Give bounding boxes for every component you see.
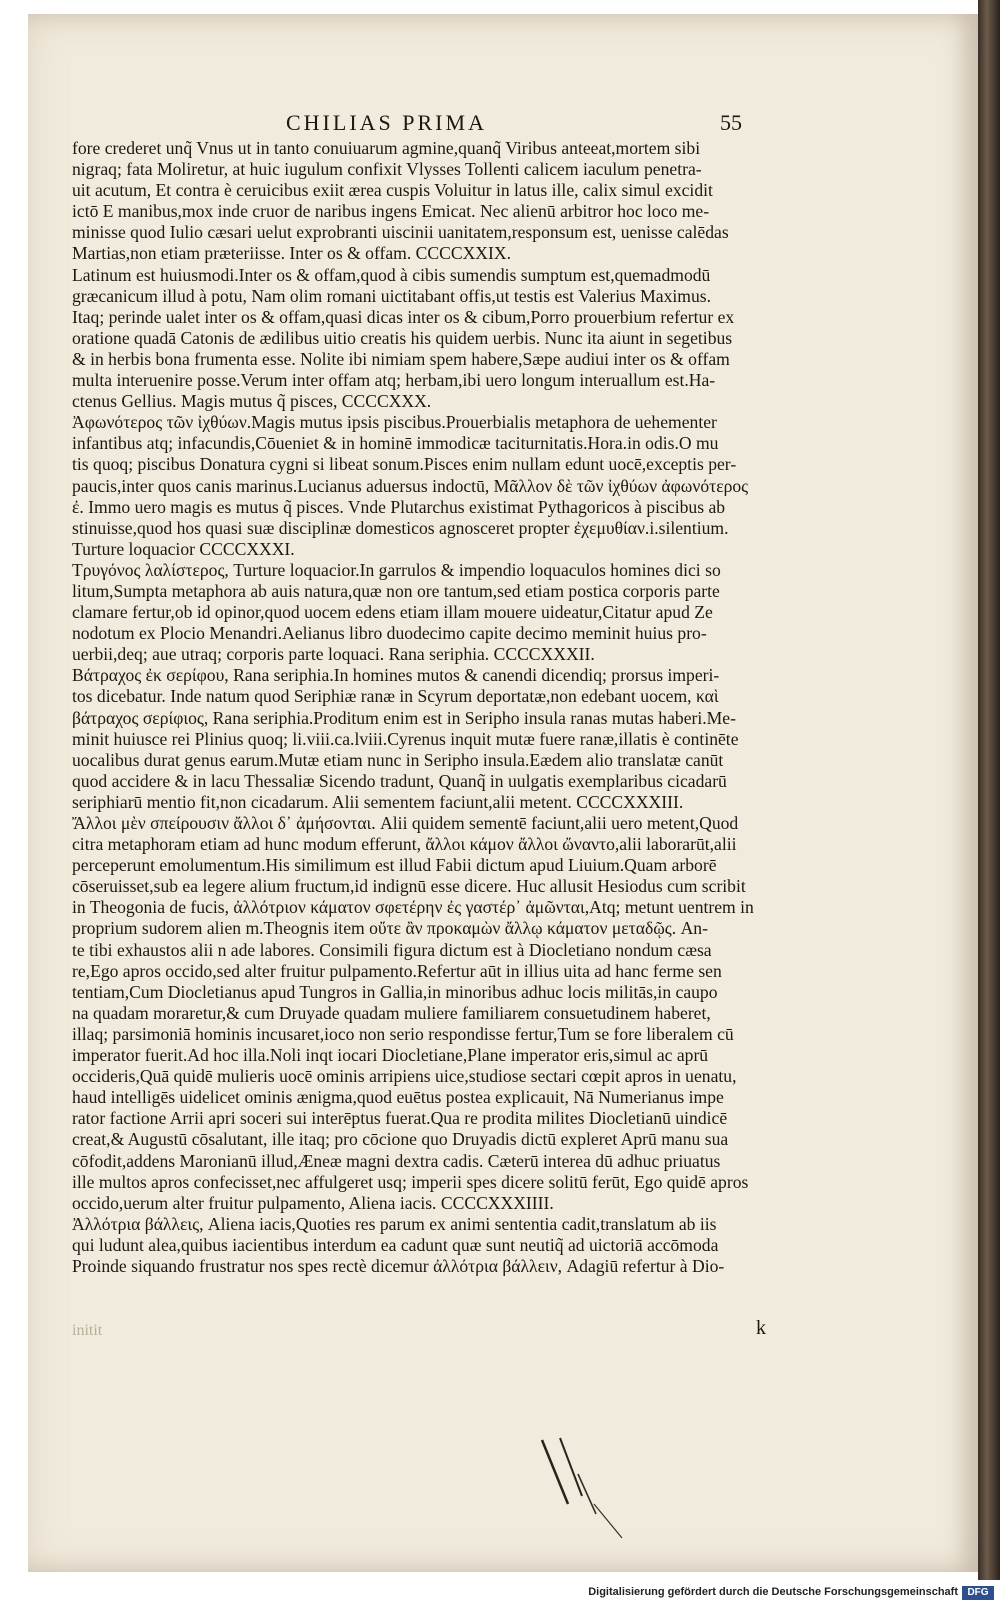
text-line: Latinum est huiusmodi.Inter os & offam,quod à cibis sumendis sumptum est,quemadmodū (72, 264, 711, 285)
text-line: uit acutum, Et contra è ceruicibus exiit ærea cuspis Voluitur in latus ille, calix simul excidit (72, 180, 713, 201)
text-line: βάτραχος σερίφιος, Rana seriphia.Proditum enim est in Seripho insula ranas mutas haberi.Me- (72, 707, 736, 728)
text-line: Ἀλλότρια βάλλεις, Aliena iacis,Quoties res parum ex animi sententia cadit,translatum ab iis (72, 1213, 717, 1234)
text-line: minit huiusce rei Plinius quoq; li.viii.ca.lviii.Cyrenus inquit mutæ fuere ranæ,illatis è continēte (72, 728, 739, 749)
text-line: in Theogonia de fucis, ἀλλότριον κάματον σφετέρην ἐς γαστέρ᾽ ἀμῶνται,Atq; metunt uentrem in (72, 897, 754, 918)
text-line: nodotum ex Plocio Menandri.Aelianus libro duodecimo capite decimo meminit huius pro- (72, 623, 707, 644)
text-line: cōfodit,addens Maronianū illud,Æneæ magni dextra cadis. Cæterū interea dū adhuc priuatus (72, 1150, 721, 1171)
text-line: paucis,inter quos canis marinus.Lucianus aduersus indoctū, Μᾶλλον δὲ τῶν ἰχθύων ἀφωνότερος (72, 475, 749, 496)
text-line: citra metaphoram etiam ad hunc modum efferunt, ἄλλοι κάμον ἄλλοι ὤναντο,alii laborarūt,alii (72, 834, 737, 855)
body-text (72, 138, 812, 1277)
text-line: clamare fertur,ob id opinor,quod uocem edens etiam illam mouere uideatur,Citatur apud Ze (72, 602, 713, 623)
text-line: fore crederet unq̃ Vnus ut in tanto conuiuarum agmine,quanq̃ Viribus anteeat,mortem sibi (72, 138, 701, 158)
text-line: Itaq; perinde ualet inter os & offam,quasi dicas inter os & cibum,Porro prouerbium refertur ex (72, 306, 735, 327)
text-line: tos dicebatur. Inde natum quod Seriphiæ ranæ in Scyrum deportatæ,non edebant uocem, καὶ (72, 686, 719, 707)
text-line: Βάτραχος ἐκ σερίφου, Rana seriphia.In homines mutos & canendi dicendiq; prorsus imperi- (72, 665, 720, 686)
text-line: cōseruisset,sub ea legere alium fructum,id indignū esse dicere. Huc allusit Hesiodus cum scribit (72, 876, 746, 897)
text-line: uerbii,deq; aue utraq; corporis parte loquaci. Rana seriphia. CCCCXXXII. (72, 644, 595, 665)
faint-margin-text: initit (72, 1322, 103, 1339)
text-line: ictō E manibus,mox inde cruor de naribus ingens Emicat. Nec alienū arbitror hoc loco me- (72, 201, 710, 222)
book-spine (978, 0, 1000, 1580)
text-line: occido,uerum alter fruitur pulpamento, Aliena iacis. CCCCXXXIIII. (72, 1192, 554, 1213)
text-line: tentiam,Cum Diocletianus apud Tungros in Gallia,in minoribus adhuc locis militās,in caupo (72, 981, 718, 1002)
text-line: infantibus atq; infacundis,Cōueniet & in hominē immodicæ taciturnitatis.Hora.in odis.O mu (72, 433, 719, 454)
text-line: perceperunt emolumentum.His similimum est illud Fabii dictum apud Liuium.Quam arborē (72, 855, 717, 876)
text-line: na quadam moraretur,& cum Druyade quadam muliere familiarem consuetudinem haberet, (72, 1002, 711, 1023)
page-number: 55 (720, 110, 742, 135)
text-line: Τρυγόνος λαλίστερος, Turture loquacior.In garrulos & impendio loquaculos homines dici so (72, 559, 721, 580)
text-line: rator factione Arrii apri soceri sui interēptus fuerat.Qua re prodita milites Diocletianū uindicē (72, 1108, 728, 1129)
text-line: te tibi exhaustos alii n ade labores. Consimili figura dictum est à Diocletiano nondum cæsa (72, 939, 712, 960)
text-line: ἐ. Immo uero magis es mutus q̃ pisces. Vnde Plutarchus existimat Pythagoricos à piscibus ab (72, 496, 726, 517)
text-line: occideris,Quā quidē mulieris uocē ominis arripiens uice,studiose sectari cœpit apros in uenatu, (72, 1066, 737, 1087)
text-line: Martias,non etiam præteriisse. Inter os & offam. CCCCXXIX. (72, 243, 511, 264)
text-line: Turture loquacior CCCCXXXI. (72, 538, 295, 559)
text-line: tis quoq; piscibus Donatura cygni si libeat sonum.Pisces enim nullam edunt uocē,exceptis per- (72, 454, 737, 475)
text-line: Ἀφωνότερος τῶν ἰχθύων.Magis mutus ipsis piscibus.Prouerbialis metaphora de uehementer (72, 412, 717, 433)
text-line: imperator fuerit.Ad hoc illa.Noli inqt iocari Diocletiane,Plane imperator eris,simul ac aprū (72, 1045, 709, 1066)
text-line: creat,& Augustū cōsalutant, ille itaq; pro cōcione quo Druyadis dictū expleret Aprū manu sua (72, 1129, 729, 1150)
text-line: quod accidere & in lacu Thessaliæ Sicendo tradunt, Quanq̃ in uulgatis exemplaribus cicadarū (72, 770, 727, 791)
funding-credit: Digitalisierung gefördert durch die Deutsche Forschungsgemeinschaft (588, 1586, 958, 1598)
dfg-logo: DFG (962, 1586, 994, 1600)
signature-mark: k (756, 1317, 766, 1339)
text-line: stinuisse,quod hos quasi suæ disciplinæ domesticos agnosceret propter ἐχεμυθίαν.i.silentium. (72, 517, 729, 538)
text-line: nigraq; fata Moliretur, at huic iugulum confixit Vlysses Tollenti calicem iaculum penetra- (72, 159, 702, 180)
text-line: & in herbis bona frumenta esse. Nolite ibi nimiam spem habere,Sæpe audiui inter os & offam (72, 348, 730, 369)
text-line: illaq; parsimoniā hominis incusaret,ioco non serio respondisse fertur,Tum se fore liberalem cū (72, 1023, 734, 1044)
text-line: Ἄλλοι μὲν σπείρουσιν ἄλλοι δ᾽ ἀμήσονται. Alii quidem sementē faciunt,alii uero metent,Quod (72, 813, 739, 833)
book-page (28, 14, 981, 1572)
text-line: oratione quadā Catonis de ædilibus uitio creatis his quidem uerbis. Nunc ita aiunt in segetibus (72, 327, 733, 348)
text-line: seriphiarū mentio fit,non cicadarum. Alii sementem faciunt,alii metent. CCCCXXXIII. (72, 791, 684, 812)
text-line: ille multos apros confecisset,nec affulgeret usq; imperii spes dicere solitū ferūt, Ego quidē apros (72, 1171, 749, 1192)
text-line: multa interuenire posse.Verum inter offam atq; herbam,ibi uero longum interuallum est.Ha- (72, 370, 716, 391)
pen-marks-decoration (538, 1434, 628, 1544)
text-line: proprium sudorem alien m.Theognis item οὔτε ἂν προκαμὼν ἄλλῳ κάματον μεταδῷς. An- (72, 918, 708, 939)
text-line: uocalibus durat genus earum.Mutæ etiam nunc in Seripho insula.Eædem alio translatæ canūt (72, 749, 724, 770)
text-line: litum,Sumpta metaphora ab auis natura,quæ non ore tantum,sed etiam postica corporis parte (72, 580, 720, 601)
text-line: ctenus Gellius. Magis mutus q̃ pisces, CCCCXXX. (72, 391, 432, 412)
text-line: haud intelligēs uidelicet ominis ænigma,quod euētus postea explicauit, Nā Numerianus impe (72, 1087, 724, 1108)
running-head: CHILIAS PRIMA (286, 110, 487, 135)
footer-bar (0, 1582, 1000, 1604)
text-line: qui ludunt alea,quibus iacientibus interdum ea cadunt quæ sunt neutiq̃ ad uictoriā accōmoda (72, 1234, 719, 1255)
text-line: re,Ego apros occido,sed alter fruitur pulpamento.Refertur aūt in illius uita ad hanc ferme sen (72, 960, 722, 981)
text-line: græcanicum illud à potu, Nam olim romani uictitabant offis,ut testis est Valerius Maximus. (72, 285, 711, 306)
text-line: Proinde siquando frustratur nos spes rectè dicemur ἀλλότρια βάλλειν, Adagiū refertur à Dio- (72, 1255, 725, 1276)
text-line: minisse quod Iulio cæsari uelut exprobranti uiscinii uanitatem,responsum est, uenisse calēdas (72, 222, 729, 243)
